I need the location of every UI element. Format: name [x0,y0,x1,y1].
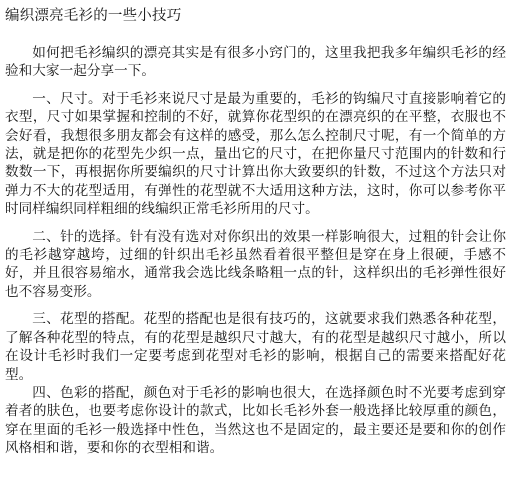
paragraph-pattern: 三、花型的搭配。花型的搭配也是很有技巧的，这就要求我们熟悉各种花型，了解各种花型的特点，有的花型是越织尺寸越大，有的花型是越织尺寸越小，所以在设计毛衫时我们一定要考虑到花型对毛衫的影响，根据自己的需要来搭配好花型。 [5,311,506,383]
paragraph-size: 一、尺寸。对于毛衫来说尺寸是最为重要的，毛衫的钩编尺寸直接影响着它的衣型，尺寸如果掌握和控制的不好，就算你花型织的在漂亮织的在平整，衣服也不会好看，我想很多朋友都会有这样的感受，那么怎么控制尺寸呢，有一个简单的方法，就是把你的花型先少织一点，量出它的尺寸，在把你量尺寸范围内的针数和行数数一下，再根据你所要编织的尺寸计算出你大致要织的针数，不过这个方法只对弹力不大的花型适用，有弹性的花型就不大适用这种方法，这时，你可以参考你平时同样编织同样粗细的线编织正常毛衫所用的尺寸。 [5,90,506,218]
document-title: 编织漂亮毛衫的一些小技巧 [5,8,182,24]
paragraph-needle: 二、针的选择。针有没有选对对你织出的效果一样影响很大，过粗的针会让你的毛衫越穿越垮，过细的针织出毛衫虽然看着很平整但是穿在身上很硬，手感不好，并且很容易缩水，通常我会选比线条略粗一点的针，这样织出的毛衫弹性很好也不容易变形。 [5,228,506,300]
paragraph-color: 四、色彩的搭配，颜色对于毛衫的影响也很大，在选择颜色时不光要考虑到穿着者的肤色，也要考虑你设计的款式，比如长毛衫外套一般选择比较厚重的颜色，穿在里面的毛衫一般选择中性色，当然这也不是固定的，最主要还是要和你的创作风格相和谐，要和你的衣型相和谐。 [5,384,506,457]
paragraph-intro: 如何把毛衫编织的漂亮其实是有很多小窍门的，这里我把我多年编织毛衫的经验和大家一起分享一下。 [5,45,506,80]
